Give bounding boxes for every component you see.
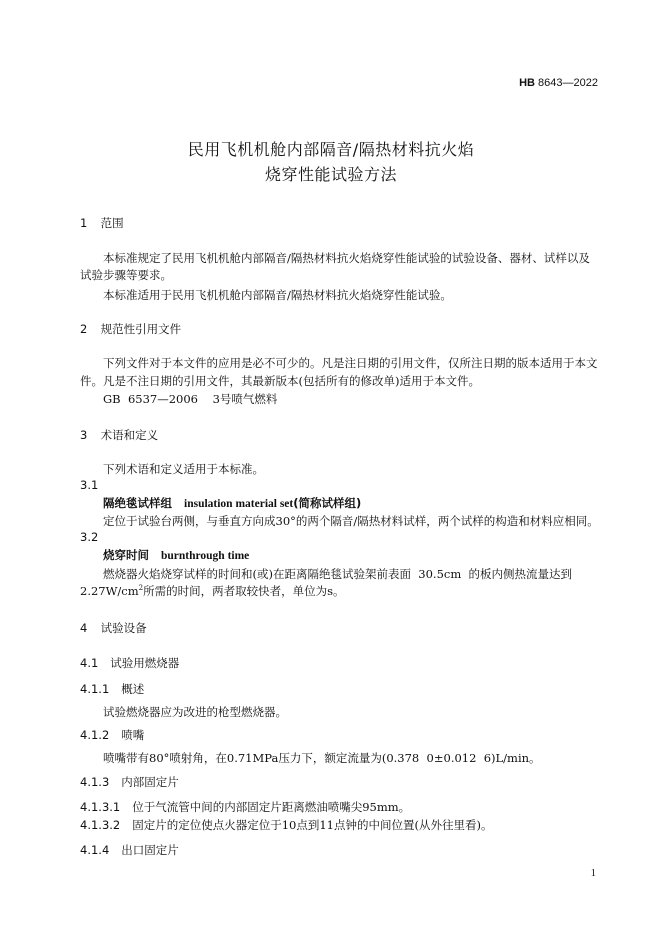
- section-number: 3: [80, 428, 88, 442]
- s3-intro: 下列术语和定义适用于本标准。: [103, 462, 264, 476]
- section-title: 试验设备: [100, 621, 147, 635]
- definition-tail: 所需的时间，两者取较快者，单位为s。: [143, 584, 345, 598]
- section-1-heading: [80, 215, 124, 231]
- page-number: 1: [590, 868, 596, 879]
- section-number: 1: [80, 216, 88, 230]
- section-4-1-1-heading: [80, 681, 144, 697]
- section-title: 试验用燃烧器: [110, 656, 180, 670]
- section-title: 规范性引用文件: [100, 322, 182, 336]
- clause-text: 位于气流管中间的内部固定片距离燃油喷嘴尖95mm。: [132, 800, 411, 814]
- section-number: 4.1.3.2: [80, 818, 121, 832]
- term-cn: 隔绝毯试样组: [103, 496, 172, 510]
- section-4-1-3-1: [80, 799, 410, 815]
- section-title: 出口固定片: [121, 843, 179, 857]
- s2-para1-line2: 件。凡是不注日期的引用文件，其最新版本(包括所有的修改单)适用于本文件。: [80, 374, 480, 388]
- term-3-1-definition: 定位于试验台两侧，与垂直方向成30°的两个隔音/隔热材料试样，两个试样的构造和材料应相同。: [103, 514, 599, 528]
- section-title: 喷嘴: [121, 728, 145, 742]
- section-title: 概述: [121, 682, 145, 696]
- section-4-1-heading: [80, 655, 179, 671]
- s411-text: 试验燃烧器应为改进的枪型燃烧器。: [103, 705, 287, 719]
- section-4-1-3-heading: [80, 774, 179, 790]
- s412-text: 喷嘴带有80°喷射角，在0.71MPa压力下，额定流量为(0.378 0±0.012 6)L/min。: [103, 751, 541, 765]
- section-title: 术语和定义: [100, 428, 159, 442]
- s2-reference-gb6537: GB 6537—2006 3号喷气燃料: [103, 392, 278, 406]
- section-number: 4.1.3.1: [80, 800, 121, 814]
- term-alias: (简称试样组): [293, 496, 362, 510]
- term-3-1-name: [103, 495, 361, 511]
- section-4-1-3-2: [80, 817, 492, 833]
- section-number: 4.1.2: [80, 728, 110, 742]
- section-number: 4: [80, 621, 88, 635]
- term-en: burnthrough time: [161, 550, 250, 562]
- term-3-2-number: 3.2: [80, 530, 99, 544]
- section-number: 4.1.1: [80, 682, 110, 696]
- standard-number: [519, 77, 598, 89]
- section-3-heading: [80, 427, 158, 443]
- standard-code: 8643—2022: [538, 77, 598, 89]
- term-cn: 烧穿时间: [103, 548, 149, 562]
- section-number: 4.1: [80, 656, 99, 670]
- superscript: 2: [138, 584, 144, 593]
- s2-para1-line1: 下列文件对于本文件的应用是必不可少的。凡是注日期的引用文件，仅所注日期的版本适用于本文: [103, 356, 598, 370]
- section-4-1-4-heading: [80, 842, 179, 858]
- s1-para2: 本标准适用于民用飞机机舱内部隔音/隔热材料抗火焰烧穿性能试验。: [103, 288, 452, 302]
- section-title: 范围: [100, 216, 124, 230]
- section-4-heading: [80, 620, 147, 636]
- section-number: 4.1.3: [80, 775, 110, 789]
- section-title: 内部固定片: [121, 775, 179, 789]
- s1-para1-line2: 试验步骤等要求。: [80, 268, 172, 282]
- term-3-1-number: 3.1: [80, 478, 99, 492]
- section-number: 4.1.4: [80, 843, 110, 857]
- term-3-2-name: [103, 547, 249, 563]
- section-number: 2: [80, 322, 88, 336]
- standard-prefix: HB: [519, 77, 535, 89]
- document-title-line1: 民用飞机机舱内部隔音/隔热材料抗火焰: [187, 140, 475, 159]
- term-3-2-definition-line1: 燃烧器火焰烧穿试样的时间和(或)在距离隔绝毯试验架前表面 30.5cm 的板内侧热流量达到: [103, 567, 573, 581]
- section-2-heading: [80, 321, 181, 337]
- document-title-line2: 烧穿性能试验方法: [264, 165, 397, 184]
- heat-flux-value: 2.27W/cm: [80, 584, 139, 598]
- section-4-1-2-heading: [80, 727, 144, 743]
- s1-para1-line1: 本标准规定了民用飞机机舱内部隔音/隔热材料抗火焰烧穿性能试验的试验设备、器材、试样以及: [103, 251, 590, 265]
- term-en: insulation material set: [184, 498, 294, 510]
- term-3-2-definition-line2: [80, 583, 345, 599]
- clause-text: 固定片的定位使点火器定位于10点到11点钟的中间位置(从外往里看)。: [132, 818, 493, 832]
